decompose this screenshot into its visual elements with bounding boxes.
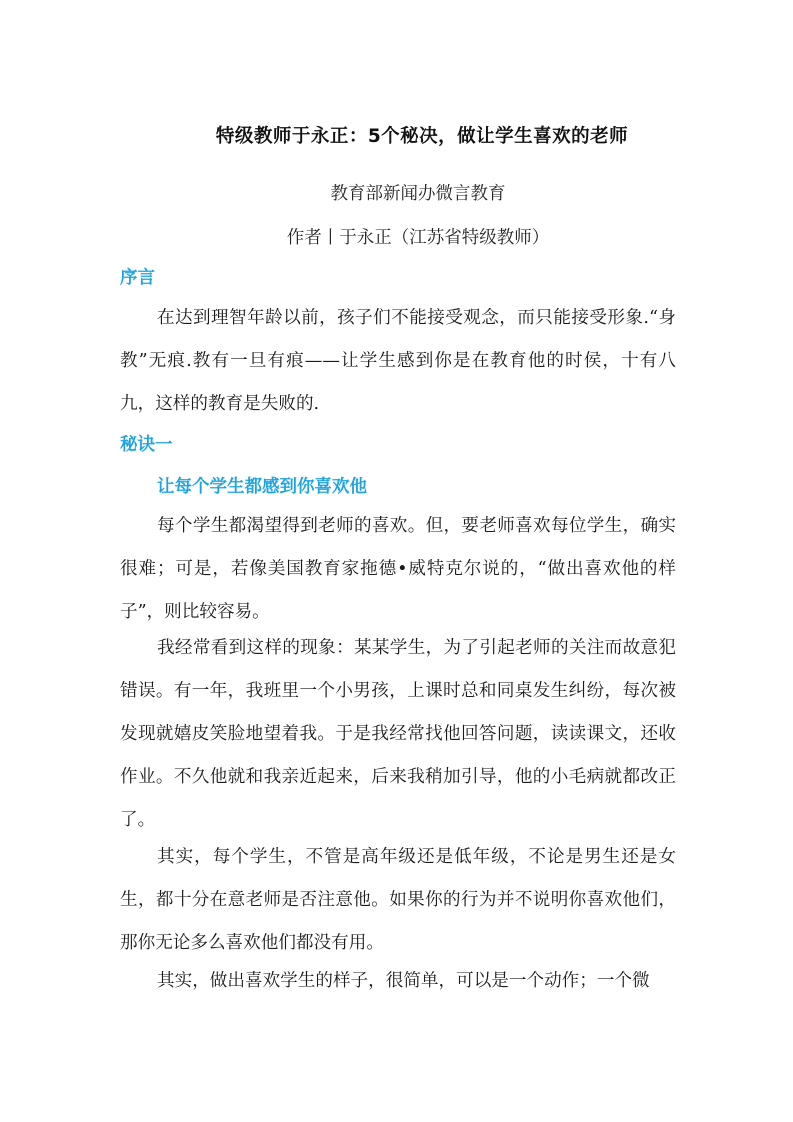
paragraph: 我经常看到这样的现象：某某学生，为了引起老师的关注而故意犯错误。有一年，我班里一个小男孩，上课时总和同桌发生纠纷，每次被发现就嬉皮笑脸地望着我。于是我经常找他回答问题，读读课文，还收作业。不久他就和我亲近起来，后来我稍加引导，他的小毛病就都改正了。: [120, 638, 676, 830]
section-heading-secret-one: 秘诀一: [120, 435, 173, 455]
author-line: 作者丨于永正（江苏省特级教师）: [286, 228, 550, 248]
paragraph: 其实，做出喜欢学生的样子，很简单，可以是一个动作；一个微: [157, 971, 650, 991]
paragraph: 其实，每个学生，不管是高年级还是低年级，不论是男生还是女生，都十分在意老师是否注意他。如果你的行为并不说明你喜欢他们，那你无论多么喜欢他们都没有用。: [120, 847, 676, 953]
paragraph: 每个学生都渴望得到老师的喜欢。但，要老师喜欢每位学生，确实很难；可是，若像美国教育家拖德•威特克尔说的，“做出喜欢他的样子”，则比较容易。: [120, 516, 676, 622]
paragraph: 在达到理智年龄以前，孩子们不能接受观念，而只能接受形象.“身教”无痕.教有一旦有痕——让学生感到你是在教育他的时侯，十有八九，这样的教育是失败的.: [120, 308, 676, 414]
document-title: 特级教师于永正：5个秘决，做让学生喜欢的老师: [215, 126, 629, 147]
section-heading-preface: 序言: [120, 268, 155, 288]
section-subheading: 让每个学生都感到你喜欢他: [157, 477, 367, 497]
source-line: 教育部新闻办微言教育: [330, 184, 506, 204]
